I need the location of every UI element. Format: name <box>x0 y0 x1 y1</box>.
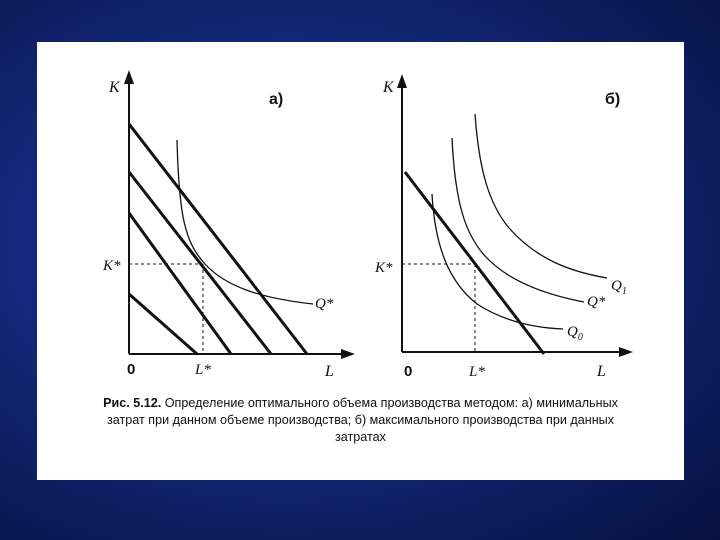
panel-a-y-axis-label: K <box>109 79 120 96</box>
panel-a-y-arrow <box>124 70 134 84</box>
panel-b-title: б) <box>605 91 621 108</box>
panel-a-isocost-line-3 <box>129 172 271 354</box>
figure-caption-prefix: Рис. 5.12. <box>103 396 162 410</box>
figure-caption-text-3: затратах <box>335 430 386 444</box>
panel-a-origin: 0 <box>127 361 136 378</box>
panel-b-q1-label: $Q_1$ <box>611 278 627 297</box>
panel-b-isoquant-q0 <box>432 194 563 329</box>
panel-b-y-arrow <box>397 74 407 88</box>
figure-caption-line-3 <box>37 429 684 445</box>
isoquant-figure <box>37 42 684 402</box>
figure-caption-text-2: затрат при данном объеме производства; б) максимального производства при данных <box>106 413 614 427</box>
panel-b-x-arrow <box>619 347 633 357</box>
panel-b-k-star-label: K* <box>375 260 393 276</box>
panel-b <box>374 74 633 380</box>
panel-b-origin: 0 <box>404 363 413 380</box>
panel-a-title: а) <box>269 91 284 108</box>
figure-caption-text-1: Определение оптимального объема производства методом: а) минимальных <box>164 396 618 410</box>
panel-a-isocost-line-1 <box>129 294 197 354</box>
panel-a-l-star-label: L* <box>195 362 211 378</box>
panel-a-x-axis-label: L <box>325 363 334 380</box>
figure-caption-line-2 <box>37 412 684 428</box>
panel-b-l-star-label: L* <box>469 364 485 380</box>
panel-b-isoquant-q1 <box>475 114 607 278</box>
panel-b-q-star-label: Q* <box>587 294 606 310</box>
panel-a-isoquant-q-star <box>177 140 313 304</box>
panel-a-k-star-label: K* <box>103 258 121 274</box>
panel-b-x-axis-label: L <box>597 363 606 380</box>
panel-b-y-axis-label: K <box>383 79 394 96</box>
figure-caption-line-1 <box>37 395 684 411</box>
panel-b-q0-label: $Q_0$ <box>567 324 583 343</box>
panel-b-isoquant-q-star <box>452 138 584 302</box>
figure-panel <box>37 42 684 480</box>
panel-a-x-arrow <box>341 349 355 359</box>
panel-a <box>102 70 355 380</box>
panel-a-curve-label: Q* <box>315 296 334 312</box>
